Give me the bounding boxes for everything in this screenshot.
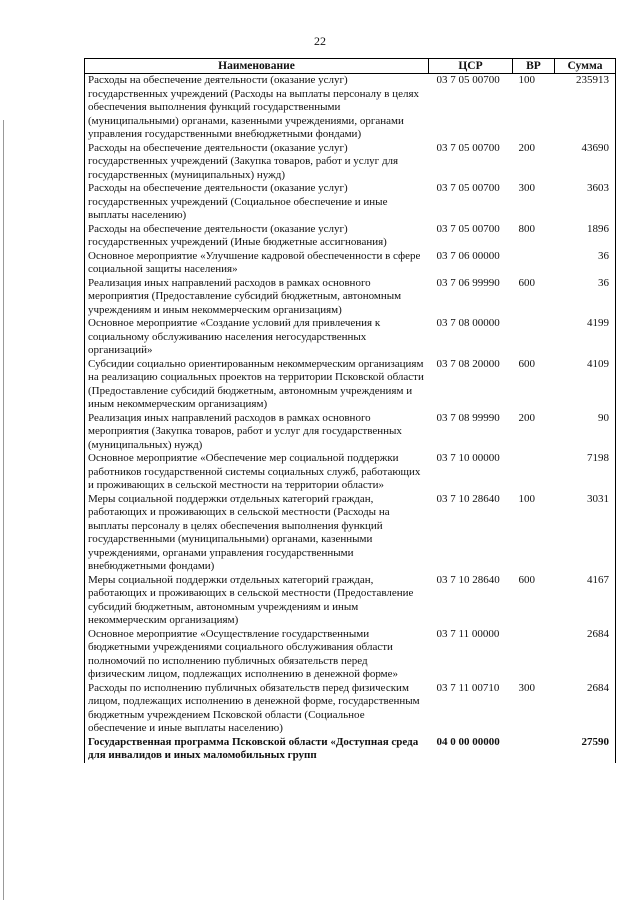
table-row <box>85 628 616 682</box>
cell-name: Основное мероприятие «Создание условий для привлечения к социальному обслуживанию населения негосударственных организаций» <box>85 317 429 358</box>
cell-vr: 300 <box>518 681 535 694</box>
cell-csr: 03 7 08 99990 <box>436 411 500 424</box>
cell-name: Субсидии социально ориентированным некоммерческим организациям на реализацию социальных проектов на территории Псковской области (Предоставление субсидий бюджетным, автономным учреждениям и иным некоммерческим организациям) <box>85 358 429 412</box>
cell-csr: 03 7 05 00700 <box>436 74 500 86</box>
cell-name: Меры социальной поддержки отдельных категорий граждан, работающих и проживающих в сельской местности (Предоставление субсидий бюджетным, автономным учреждениям и иным некоммерческим организациям) <box>85 574 429 628</box>
cell-csr: 03 7 08 00000 <box>436 317 500 329</box>
table-row <box>85 182 616 223</box>
cell-vr: 200 <box>518 141 535 154</box>
header-name: Наименование <box>85 59 429 74</box>
cell-vr <box>513 452 555 493</box>
cell-csr: 03 7 11 00000 <box>436 627 500 640</box>
cell-name: Расходы на обеспечение деятельности (оказание услуг) государственных учреждений (Закупка товаров, работ и услуг для государственных (муниципальных) нужд) <box>85 142 429 183</box>
table-row <box>85 277 616 318</box>
cell-name: Расходы по исполнению публичных обязательств перед физическим лицом, подлежащих исполнению в денежной форме, государственным бюджетным учреждением Псковской области (Социальное обеспечение и иные выплаты населению) <box>85 682 429 736</box>
table-body <box>85 74 616 763</box>
cell-sum: 7198 <box>555 452 616 493</box>
cell-vr: 100 <box>518 74 535 86</box>
cell-sum: 3603 <box>555 182 616 223</box>
table-row <box>85 682 616 736</box>
cell-csr: 03 7 05 00700 <box>436 141 500 154</box>
left-margin-mark <box>3 120 4 900</box>
budget-table <box>84 58 616 763</box>
table-row <box>85 452 616 493</box>
table-row <box>85 493 616 574</box>
cell-csr: 03 7 11 00710 <box>436 681 500 694</box>
cell-vr: 300 <box>518 182 535 194</box>
table-row <box>85 223 616 250</box>
cell-sum: 2684 <box>555 682 616 736</box>
cell-csr: 03 7 05 00700 <box>436 182 500 194</box>
cell-name: Основное мероприятие «Улучшение кадровой обеспеченности в сфере социальной защиты населения» <box>85 250 429 277</box>
cell-name: Расходы на обеспечение деятельности (оказание услуг) государственных учреждений (Социальное обеспечение и иные выплаты населению) <box>85 182 429 223</box>
cell-sum: 36 <box>555 250 616 277</box>
cell-name: Меры социальной поддержки отдельных категорий граждан, работающих и проживающих в сельской местности (Расходы на выплаты персоналу в целях обеспечения выполнения функций государственными (муниципальными) органами, казенными учреждениями, органами управления государственными внебюджетными фондами) <box>85 493 429 574</box>
cell-name: Расходы на обеспечение деятельности (оказание услуг) государственных учреждений (Иные бюджетные ассигнования) <box>85 223 429 250</box>
cell-vr: 600 <box>518 276 535 289</box>
cell-sum: 4167 <box>555 574 616 628</box>
table-header-row <box>85 59 616 74</box>
cell-sum: 27590 <box>555 736 616 763</box>
header-csr: ЦСР <box>429 59 513 74</box>
cell-sum: 2684 <box>555 628 616 682</box>
table-row <box>85 142 616 183</box>
table-row <box>85 412 616 453</box>
cell-vr <box>513 736 555 763</box>
cell-sum: 43690 <box>555 142 616 183</box>
cell-csr: 03 7 10 00000 <box>436 452 500 464</box>
cell-sum: 235913 <box>555 74 616 142</box>
header-sum: Сумма <box>555 59 616 74</box>
table-row <box>85 358 616 412</box>
cell-sum: 4199 <box>555 317 616 358</box>
cell-sum: 90 <box>555 412 616 453</box>
cell-sum: 4109 <box>555 358 616 412</box>
header-vr: ВР <box>513 59 555 74</box>
table-row <box>85 574 616 628</box>
cell-vr: 600 <box>518 357 535 370</box>
cell-csr: 03 7 05 00700 <box>436 222 500 235</box>
cell-name: Государственная программа Псковской области «Доступная среда для инвалидов и иных маломобильных групп <box>85 736 429 763</box>
cell-csr: 03 7 10 28640 <box>436 573 500 586</box>
cell-csr: 03 7 06 99990 <box>436 276 500 289</box>
cell-csr: 03 7 08 20000 <box>436 357 500 370</box>
cell-vr <box>513 250 555 277</box>
cell-csr: 04 0 00 00000 <box>436 735 500 748</box>
cell-name: Основное мероприятие «Осуществление государственными бюджетными учреждениями социального обслуживания области полномочий по исполнению публичных обязательств перед физическим лицом, подлежащих исполнению в денежной форме» <box>85 628 429 682</box>
cell-csr: 03 7 06 00000 <box>436 249 500 262</box>
cell-sum: 1896 <box>555 223 616 250</box>
cell-name: Реализация иных направлений расходов в рамках основного мероприятия (Предоставление субсидий бюджетным, автономным учреждениям и иным некоммерческим организациям) <box>85 277 429 318</box>
table-row <box>85 736 616 763</box>
cell-vr <box>513 628 555 682</box>
cell-name: Расходы на обеспечение деятельности (оказание услуг) государственных учреждений (Расходы на выплаты персоналу в целях обеспечения выполнения функций государственными (муниципальными) органами, казенными учреждениями, органами управления государственными внебюджетными фондами) <box>85 74 429 142</box>
cell-vr: 600 <box>518 573 535 586</box>
cell-sum: 3031 <box>555 493 616 574</box>
cell-vr <box>513 317 555 358</box>
cell-sum: 36 <box>555 277 616 318</box>
cell-csr: 03 7 10 28640 <box>436 492 500 505</box>
cell-name: Реализация иных направлений расходов в рамках основного мероприятия (Закупка товаров, работ и услуг для государственных (муниципальных) нужд) <box>85 412 429 453</box>
cell-vr: 200 <box>518 411 535 424</box>
table-row <box>85 250 616 277</box>
cell-name: Основное мероприятие «Обеспечение мер социальной поддержки работников государственной системы социальных служб, работающих и проживающих в сельской местности на территории области» <box>85 452 429 493</box>
cell-vr: 800 <box>518 222 535 235</box>
cell-vr: 100 <box>518 492 535 505</box>
page-number: 22 <box>314 34 326 48</box>
table-row <box>85 317 616 358</box>
table-row <box>85 74 616 142</box>
